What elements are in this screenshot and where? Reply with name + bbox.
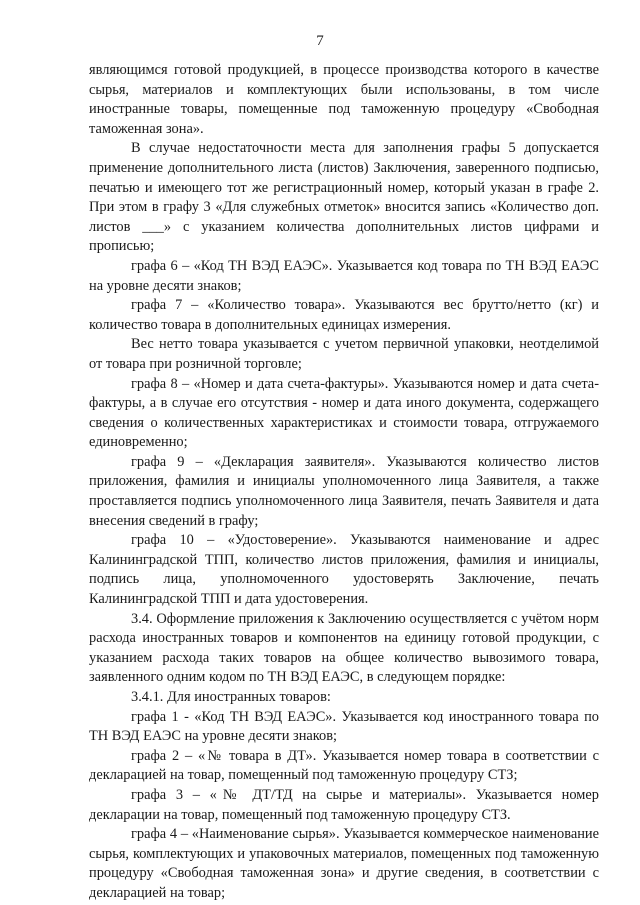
paragraph-additional-sheets: В случае недостаточности места для заполнения графы 5 допускается применение дополнительного листа (листов) Заключения, заверенного подписью, печатью и имеющего тот же регистрационный номер, который указан в графе 2. При этом в графу 3 «Для служебных отметок» вносится запись «Количество доп. листов ___» с указанием количества дополнительных листов цифрами и прописью; xyxy=(89,140,599,255)
paragraph-annex-field-2: графа 2 – «№ товара в ДТ». Указывается номер товара в соответствии с декларацией на товар, помещенный под таможенную процедуру СТЗ; xyxy=(89,747,599,784)
paragraph-field-9: графа 9 – «Декларация заявителя». Указываются количество листов приложения, фамилия и инициалы уполномоченного лица Заявителя, а также проставляется подпись уполномоченного лица Заявителя, печать Заявителя и дата внесения сведений в графу; xyxy=(89,453,599,529)
paragraph-annex-field-3: графа 3 – «№ ДТ/ТД на сырье и материалы». Указывается номер декларации на товар, помещенный под таможенную процедуру СТЗ. xyxy=(89,786,599,823)
paragraph-section-3-4-1: 3.4.1. Для иностранных товаров: xyxy=(131,689,331,705)
paragraph-field-8: графа 8 – «Номер и дата счета-фактуры». Указываются номер и дата счета-фактуры, а в случае его отсутствия - номер и дата иного документа, содержащего сведения о количественных характеристиках и стоимости товара, отгружаемого единовременно; xyxy=(89,375,599,451)
paragraph-net-weight: Вес нетто товара указывается с учетом первичной упаковки, неотделимой от товара при розничной торговле; xyxy=(89,336,599,372)
document-body xyxy=(89,61,599,904)
paragraph-continuation: являющимся готовой продукцией, в процессе производства которого в качестве сырья, материалов и комплектующих были использованы, в том числе иностранные товары, помещенные под таможенную процедуру «Свободная таможенная зона». xyxy=(89,62,599,137)
page-number: 7 xyxy=(316,33,324,49)
paragraph-field-10: графа 10 – «Удостоверение». Указываются наименование и адрес Калининградской ТПП, количество листов приложения, фамилия и инициалы, подпись лица, уполномоченного удостоверять Заключение, печать Калининградской ТПП и дата удостоверения. xyxy=(89,532,599,608)
paragraph-field-7: графа 7 – «Количество товара». Указываются вес брутто/нетто (кг) и количество товара в дополнительных единицах измерения. xyxy=(89,297,599,333)
paragraph-annex-field-4: графа 4 – «Наименование сырья». Указывается коммерческое наименование сырья, комплектующих и упаковочных материалов, помещенных под таможенную процедуру «Свободная таможенная зона» и другие сведения, в соответствии с декларацией на товар; xyxy=(89,826,599,901)
paragraph-section-3-4: 3.4. Оформление приложения к Заключению осуществляется с учётом норм расхода иностранных товаров и компонентов на единицу готовой продукции, с указанием расхода таких товаров на общее количество вывозимого товара, заявленного одним кодом по ТН ВЭД ЕАЭС, в следующем порядке: xyxy=(89,610,599,686)
paragraph-annex-field-1: графа 1 - «Код ТН ВЭД ЕАЭС». Указывается код иностранного товара по ТН ВЭД ЕАЭС на уровне десяти знаков; xyxy=(89,708,599,745)
paragraph-field-6: графа 6 – «Код ТН ВЭД ЕАЭС». Указывается код товара по ТН ВЭД ЕАЭС на уровне десяти знаков; xyxy=(89,257,599,294)
